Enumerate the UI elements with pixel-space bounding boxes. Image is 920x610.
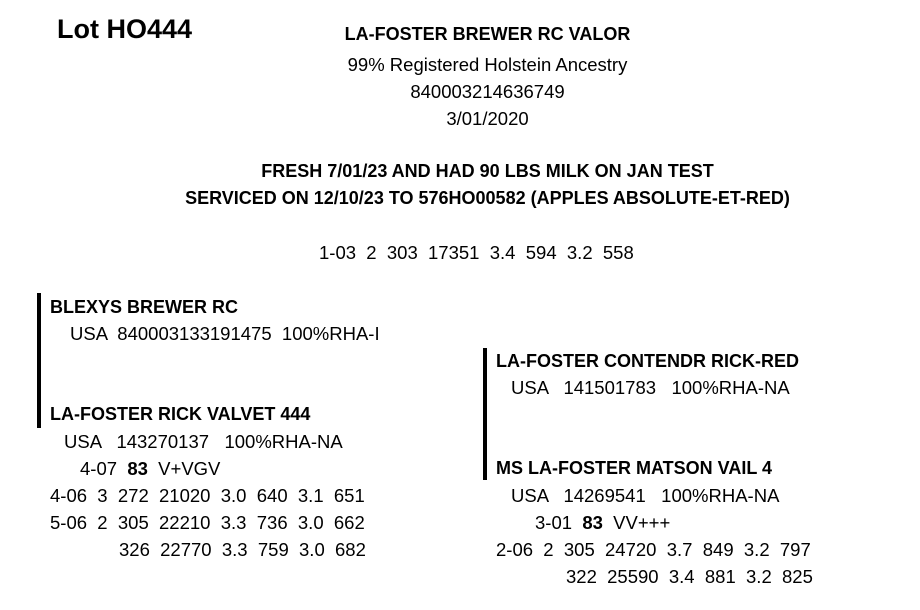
animal-record: 1-03 2 303 17351 3.4 594 3.2 558	[319, 242, 634, 263]
animal-name: LA-FOSTER BREWER RC VALOR	[344, 24, 631, 44]
dam-record: 326 22770 3.3 759 3.0 682	[119, 539, 366, 560]
dam-record: 5-06 2 305 22210 3.3 736 3.0 662	[50, 512, 365, 533]
dam-record: 4-06 3 272 21020 3.0 640 3.1 651	[50, 485, 365, 506]
dam-dam-class-age: 3-01	[535, 512, 573, 533]
dam-dam-class-grade: VV+++	[613, 512, 671, 533]
dam-info: USA 143270137 100%RHA-NA	[64, 431, 343, 452]
dam-class-grade: V+VGV	[158, 458, 221, 479]
service-note: SERVICED ON 12/10/23 TO 576HO00582 (APPLES ABSOLUTE-ET-RED)	[185, 188, 790, 208]
dam-name: LA-FOSTER RICK VALVET 444	[50, 404, 311, 424]
sire-bracket	[37, 293, 41, 428]
sire-info: USA 840003133191475 100%RHA-I	[70, 323, 380, 344]
dam-dam-class-score: 83	[582, 512, 603, 533]
dam-dam-info: USA 14269541 100%RHA-NA	[511, 485, 780, 506]
dam-class-age: 4-07	[80, 458, 118, 479]
birth-date: 3/01/2020	[446, 108, 529, 129]
ancestry-line: 99% Registered Holstein Ancestry	[347, 54, 628, 75]
dam-classification	[80, 458, 220, 480]
dam-dam-record: 2-06 2 305 24720 3.7 849 3.2 797	[496, 539, 811, 560]
dam-class-score: 83	[127, 458, 148, 479]
fresh-note: FRESH 7/01/23 AND HAD 90 LBS MILK ON JAN TEST	[261, 161, 714, 181]
dam-dam-classification	[535, 512, 670, 534]
animal-id: 840003214636749	[410, 81, 565, 102]
dam-sire-info: USA 141501783 100%RHA-NA	[511, 377, 790, 398]
sire-name: BLEXYS BREWER RC	[50, 297, 239, 317]
dam-sire-name: LA-FOSTER CONTENDR RICK-RED	[496, 351, 799, 371]
dam-dam-record: 322 25590 3.4 881 3.2 825	[566, 566, 813, 587]
lot-number: Lot HO444	[57, 14, 193, 44]
dam-bracket	[483, 348, 487, 480]
dam-dam-name: MS LA-FOSTER MATSON VAIL 4	[496, 458, 773, 478]
